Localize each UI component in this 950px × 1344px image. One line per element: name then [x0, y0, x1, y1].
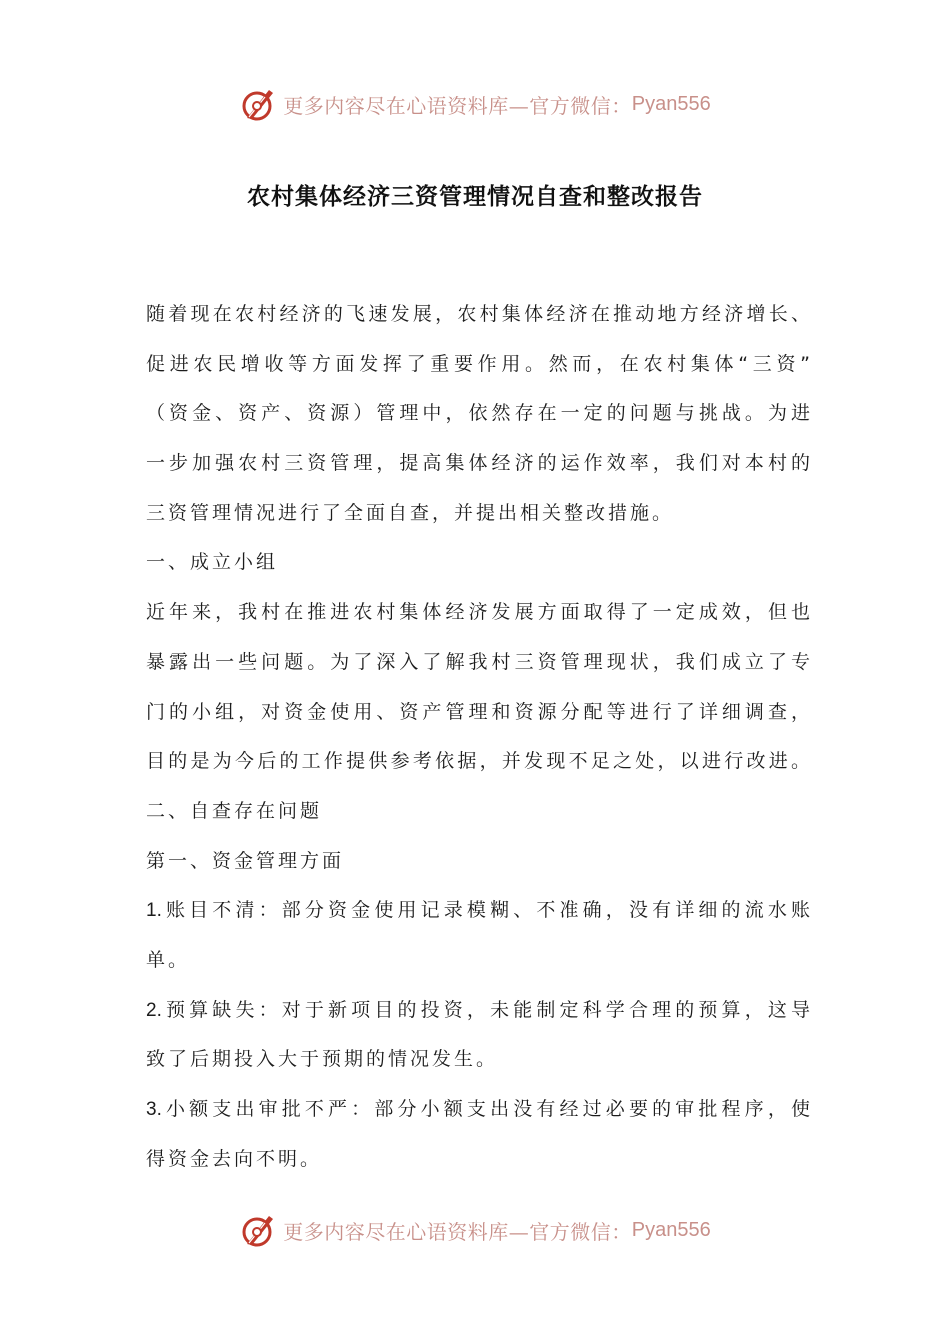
list-number: 1. — [146, 900, 162, 922]
line-text: 账目不清：部分资金使用记录模糊、不准确，没有详细的流水账 — [161, 899, 810, 922]
line-text: 一、成立小组 — [146, 551, 279, 574]
text-line — [146, 986, 810, 1036]
text-line — [146, 1035, 810, 1085]
line-text: 目的是为今后的工作提供参考依据，并发现不足之处，以进行改进。 — [146, 750, 810, 773]
text-line — [146, 638, 810, 688]
list-number: 2. — [146, 999, 162, 1021]
wechat-id: Pyan556 — [631, 1218, 711, 1241]
watermark-text: 更多内容尽在心语资料库—官方微信： — [283, 93, 632, 118]
text-line — [146, 1135, 810, 1185]
quill-pen-logo-icon — [239, 1210, 279, 1250]
text-line — [146, 688, 810, 738]
watermark-banner-top — [0, 82, 950, 126]
line-text: 第一、资金管理方面 — [146, 849, 345, 872]
text-line — [146, 787, 810, 837]
document-body — [146, 290, 810, 1184]
text-line — [146, 886, 810, 936]
line-text: 促进农民增收等方面发挥了重要作用。然而，在农村集体“三资” — [146, 352, 810, 375]
text-line — [146, 340, 810, 390]
text-line — [146, 737, 810, 787]
text-line — [146, 936, 810, 986]
line-text: 二、自查存在问题 — [146, 799, 323, 822]
line-text: 近年来，我村在推进农村集体经济发展方面取得了一定成效，但也 — [146, 601, 810, 624]
line-text: 门的小组，对资金使用、资产管理和资源分配等进行了详细调查， — [146, 700, 810, 723]
text-line — [146, 837, 810, 887]
text-line — [146, 489, 810, 539]
text-line — [146, 290, 810, 340]
quill-pen-logo-icon — [239, 84, 279, 124]
document-title: 农村集体经济三资管理情况自查和整改报告 — [247, 184, 703, 210]
watermark-banner-bottom — [0, 1208, 950, 1252]
text-line — [146, 439, 810, 489]
list-number: 3. — [146, 1099, 162, 1120]
wechat-id: Pyan556 — [631, 92, 711, 115]
line-text: 暴露出一些问题。为了深入了解我村三资管理现状，我们成立了专 — [146, 650, 810, 673]
text-line — [146, 1085, 810, 1135]
text-line — [146, 588, 810, 638]
line-text: 小额支出审批不严：部分小额支出没有经过必要的审批程序，使 — [161, 1098, 810, 1120]
watermark-text: 更多内容尽在心语资料库—官方微信： — [283, 1219, 632, 1244]
line-text: 预算缺失：对于新项目的投资，未能制定科学合理的预算，这导 — [161, 998, 810, 1021]
line-text: 致了后期投入大于预期的情况发生。 — [146, 1048, 499, 1071]
line-text: 得资金去向不明。 — [146, 1147, 323, 1170]
line-text: 随着现在农村经济的飞速发展，农村集体经济在推动地方经济增长、 — [146, 303, 810, 325]
line-text: 单。 — [146, 948, 191, 971]
text-line — [146, 538, 810, 588]
line-text: 三资管理情况进行了全面自查，并提出相关整改措施。 — [146, 501, 675, 524]
text-line — [146, 389, 810, 439]
line-text: （资金、资产、资源）管理中，依然存在一定的问题与挑战。为进 — [146, 402, 810, 425]
line-text: 一步加强农村三资管理，提高集体经济的运作效率，我们对本村的 — [146, 452, 810, 475]
